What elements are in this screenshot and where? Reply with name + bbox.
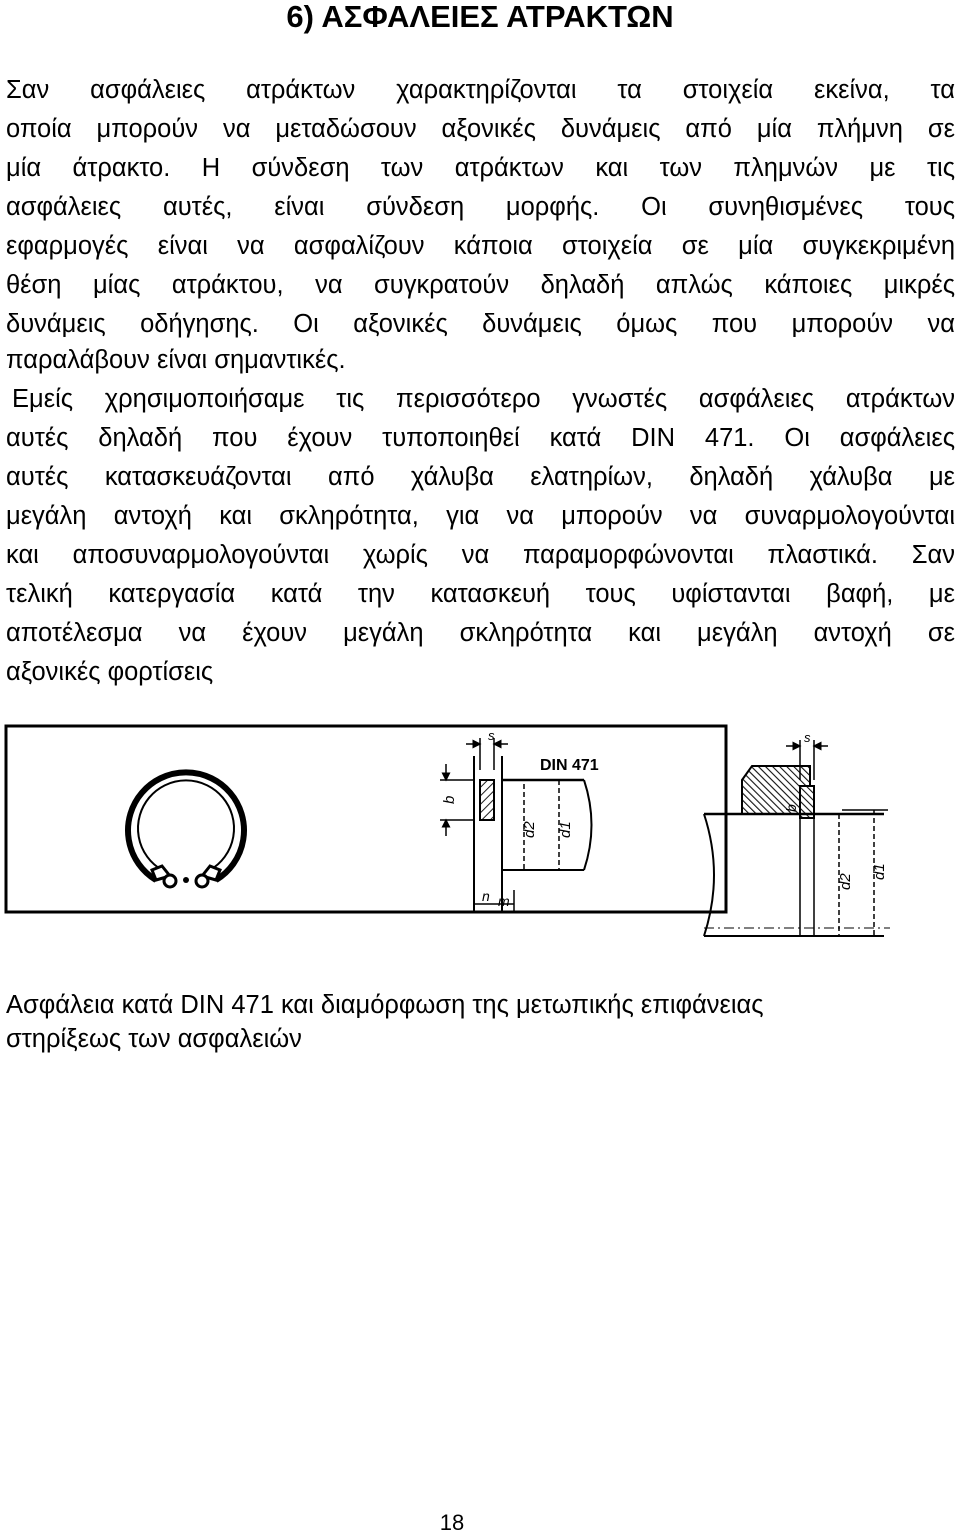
paragraph-1-line-6: θέση μίας ατράκτου, να συγκρατούν δηλαδή απλώς κάποιες μικρές	[6, 271, 955, 299]
svg-text:d2: d2	[837, 873, 854, 890]
dim-label-b: b	[441, 795, 458, 804]
dim-label-d1: d1	[557, 821, 574, 838]
paragraph-2-line-3: αυτές κατασκευάζονται από χάλυβα ελατηρίων, δηλαδή χάλυβα με	[6, 463, 955, 491]
paragraph-1-line-5: εφαρμογές είναι να ασφαλίζουν κάποια στοιχεία σε μία συγκεκριμένη	[6, 232, 955, 260]
paragraph-2-line-6: τελική κατεργασία κατά την κατασκευή τους υφίστανται βαφή, με	[6, 580, 955, 608]
paragraph-1-line-8: παραλάβουν είναι σημαντικές.	[6, 346, 346, 374]
ring-drawing-panel	[6, 726, 726, 912]
paragraph-1-line-1: Σαν ασφάλειες ατράκτων χαρακτηρίζονται τα στοιχεία εκείνα, τα	[6, 76, 955, 104]
dim-label-n: n	[482, 888, 490, 904]
paragraph-2-line-2: αυτές δηλαδή που έχουν τυποποιηθεί κατά DIN 471. Οι ασφάλειες	[6, 424, 955, 452]
svg-text:b: b	[783, 804, 799, 812]
paragraph-2-line-7: αποτέλεσμα να έχουν μεγάλη σκληρότητα και μεγάλη αντοχή σε	[6, 619, 955, 647]
standard-label: DIN 471	[540, 757, 599, 774]
ring-mounted-assembly	[704, 730, 890, 936]
paragraph-1-line-4: ασφάλειες αυτές, είναι σύνδεση μορφής. Οι συνηθισμένες τους	[6, 193, 955, 221]
paragraph-1-line-7: δυνάμεις οδήγησης. Οι αξονικές δυνάμεις όμως που μπορούν να	[6, 310, 955, 338]
paragraph-2-line-1: Εμείς χρησιμοποιήσαμε τις περισσότερο γνωστές ασφάλειες ατράκτων	[12, 385, 955, 413]
svg-text:d1: d1	[871, 863, 888, 880]
dim-label-s: s	[488, 728, 495, 743]
dim-label-m: m	[498, 893, 510, 909]
page-number: 18	[439, 1510, 465, 1535]
page-title: 6) ΑΣΦΑΛΕΙΕΣ ΑΤΡΑΚΤΩΝ	[286, 0, 674, 34]
paragraph-2-line-8: αξονικές φορτίσεις	[6, 658, 214, 686]
dim-label-d2: d2	[521, 821, 538, 838]
paragraph-1-line-3: μία άτρακτο. Η σύνδεση των ατράκτων και των πλημνών με τις	[6, 154, 955, 182]
din471-retaining-ring-figure	[4, 720, 898, 950]
paragraph-2-line-5: και αποσυναρμολογούνται χωρίς να παραμορφώνονται πλαστικά. Σαν	[6, 541, 955, 569]
paragraph-1-line-2: οποία μπορούν να μεταδώσουν αξονικές δυνάμεις από μία πλήμνη σε	[6, 115, 955, 143]
figure-caption-line-2: στηρίξεως των ασφαλειών	[6, 1025, 302, 1053]
paragraph-2-line-4: μεγάλη αντοχή και σκληρότητα, για να μπορούν να συναρμολογούνται	[6, 502, 955, 530]
svg-text:s: s	[804, 730, 811, 745]
figure-caption-line-1: Ασφάλεια κατά DIN 471 και διαμόρφωση της μετωπικής επιφάνειας	[6, 991, 764, 1019]
